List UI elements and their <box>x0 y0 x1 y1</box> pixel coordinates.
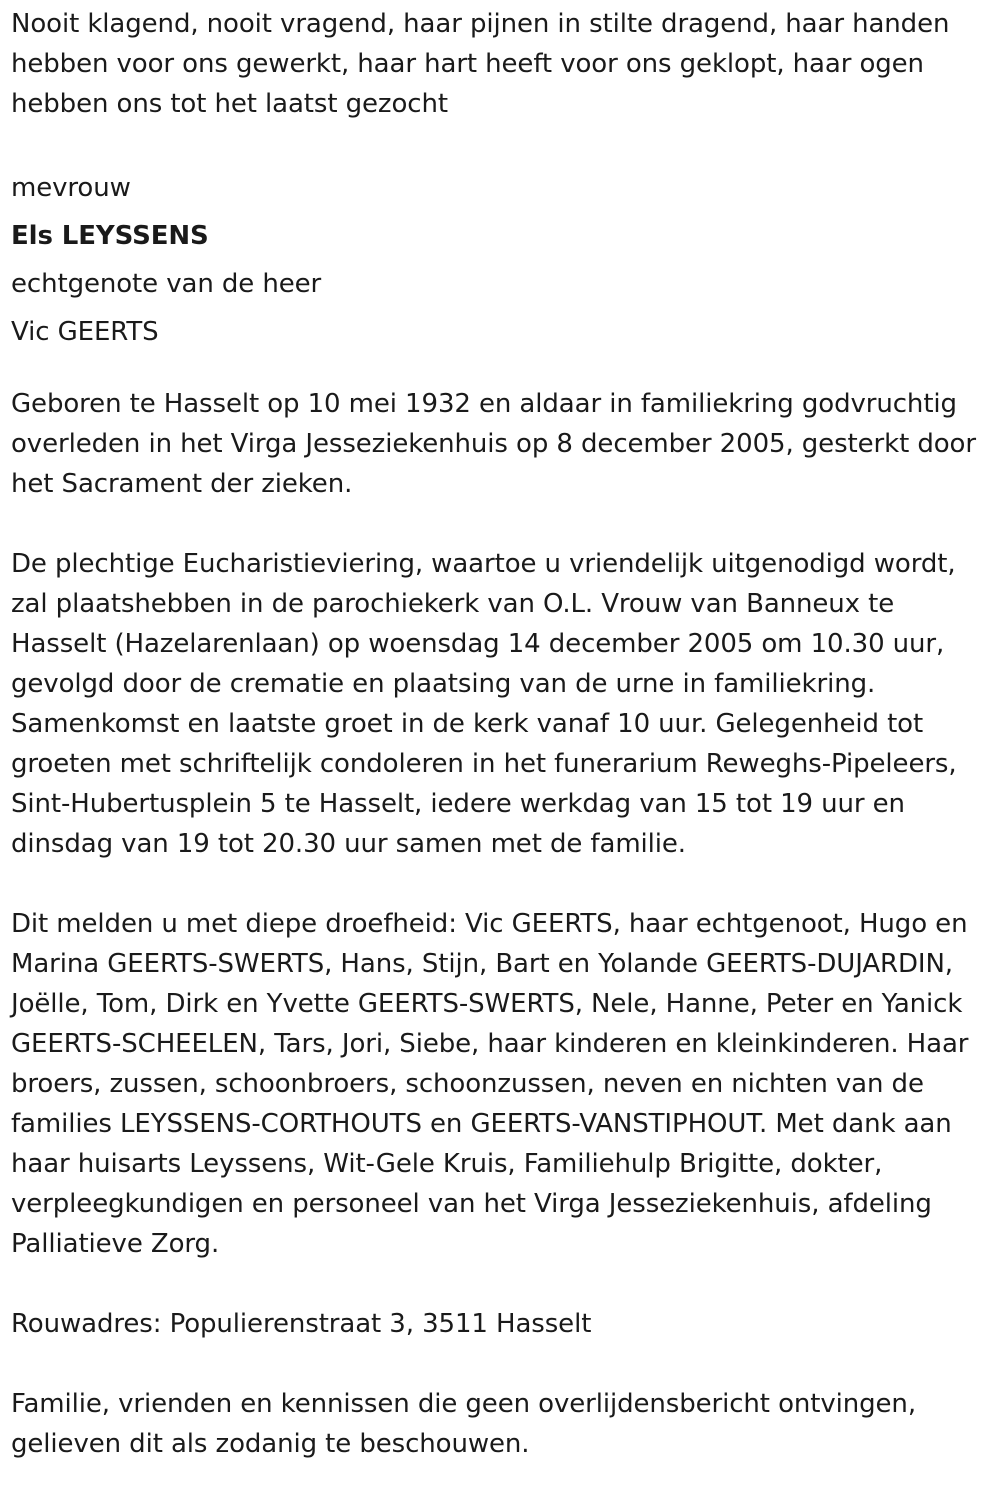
honorific: mevrouw <box>11 173 131 203</box>
spacer <box>11 504 991 544</box>
spacer <box>11 124 991 164</box>
closing-note: Familie, vrienden en kennissen die geen overlijdensbericht ontvingen, gelieven dit als zodanig te beschouwen. <box>11 1389 925 1459</box>
ceremony-paragraph: De plechtige Eucharistieviering, waartoe u vriendelijk uitgenodigd wordt, zal plaatshebben in de parochiekerk van O.L. Vrouw van Banneux te Hasselt (Hazelarenlaan) op woensdag 14 december 2005 om 10.30 uur, gevolgd door de crematie en plaatsing van de urne in familiekring. Samenkomst en laatste groet in de kerk vanaf 10 uur. Gelegenheid tot groeten met schriftelijk condoleren in het funerarium Reweghs-Pipeleers, Sint-Hubertusplein 5 te Hasselt, iedere werkdag van 15 tot 19 uur en dinsdag van 19 tot 20.30 uur samen met de familie. <box>11 549 965 859</box>
obituary-notice <box>11 4 991 1464</box>
birth-death-paragraph: Geboren te Hasselt op 10 mei 1932 en aldaar in familiekring godvruchtig overleden in het Virga Jesseziekenhuis op 8 december 2005, gesterkt door het Sacrament der zieken. <box>11 389 985 499</box>
epigraph: Nooit klagend, nooit vragend, haar pijnen in stilte dragend, haar handen hebben voor ons gewerkt, haar hart heeft voor ons geklopt, haar ogen hebben ons tot het laatst gezocht <box>11 9 958 119</box>
announcement-paragraph: Dit melden u met diepe droefheid: Vic GEERTS, haar echtgenoot, Hugo en Marina GEERTS-SWERTS, Hans, Stijn, Bart en Yolande GEERTS-DUJARDIN, Joëlle, Tom, Dirk en Yvette GEERTS-SWERTS, Nele, Hanne, Peter en Yanick GEERTS-SCHEELEN, Tars, Jori, Siebe, haar kinderen en kleinkinderen. Haar broers, zussen, schoonbroers, schoonzussen, neven en nichten van de families LEYSSENS-CORTHOUTS en GEERTS-VANSTIPHOUT. Met dank aan haar huisarts Leyssens, Wit-Gele Kruis, Familiehulp Brigitte, dokter, verpleegkundigen en personeel van het Virga Jesseziekenhuis, afdeling Palliatieve Zorg. <box>11 909 977 1259</box>
spouse-name: Vic GEERTS <box>11 317 159 347</box>
spacer <box>11 356 991 384</box>
spacer <box>11 1344 991 1384</box>
deceased-name: Els LEYSSENS <box>11 221 209 251</box>
mourning-address: Rouwadres: Populierenstraat 3, 3511 Hasselt <box>11 1309 592 1339</box>
spacer <box>11 1264 991 1304</box>
spacer <box>11 864 991 904</box>
spouse-relation: echtgenote van de heer <box>11 269 322 299</box>
